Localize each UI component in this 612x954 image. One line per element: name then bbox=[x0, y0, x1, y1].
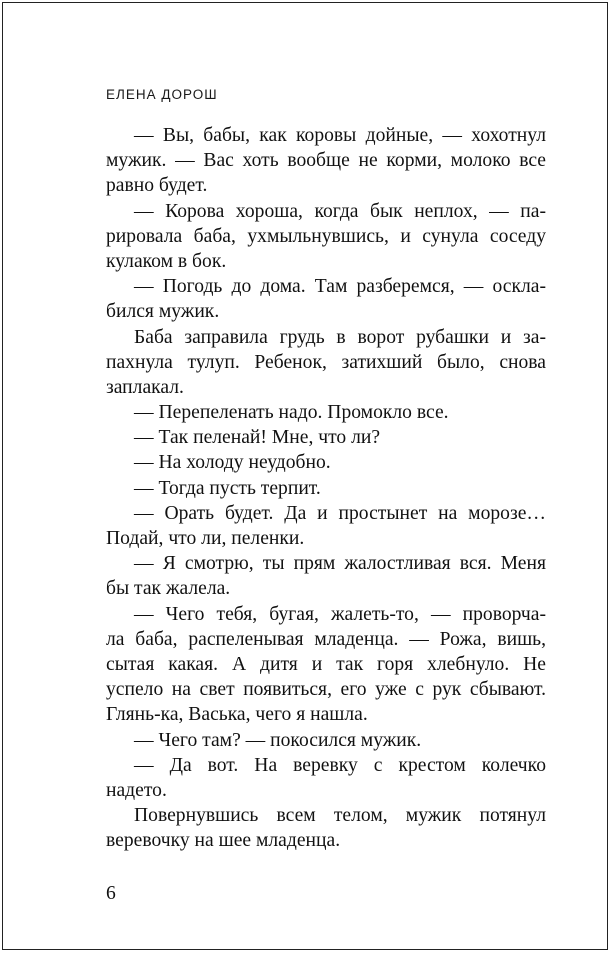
text-line: успело на свет появиться, его уже с рук сбывают. bbox=[106, 679, 546, 701]
text-line: ла баба, распеленывая младенца. — Рожа, вишь, bbox=[106, 628, 546, 650]
paragraph-first-line: — Корова хороша, когда бык неплох, — па- bbox=[134, 200, 546, 222]
paragraph-first-line: — Я смотрю, ты прям жалостливая вся. Меня bbox=[134, 553, 546, 575]
paragraph-first-line: — Вы, бабы, как коровы дойные, — хохотнул bbox=[134, 125, 546, 146]
text-line: Подай, что ли, пеленки. bbox=[106, 528, 305, 549]
paragraph-first-line: — Тогда пусть терпит. bbox=[134, 477, 321, 499]
text-line: бы так жалела. bbox=[106, 578, 231, 600]
paragraph-first-line: — Так пеленай! Мне, что ли? bbox=[134, 427, 381, 449]
paragraph-first-line: — Да вот. На веревку с крестом колечко bbox=[134, 754, 546, 776]
text-line: кулаком в бок. bbox=[106, 250, 227, 272]
text-line: пахнула тулуп. Ребенок, затихший было, снова bbox=[106, 351, 546, 373]
text-line: сытая какая. А дитя и так горя хлебнуло. Не bbox=[106, 653, 546, 675]
text-line: веревочку на шее младенца. bbox=[106, 830, 341, 852]
text-line: мужик. — Вас хоть вообще не корми, молоко все bbox=[106, 150, 546, 172]
text-line: Глянь-ка, Васька, чего я нашла. bbox=[106, 704, 368, 726]
paragraph-first-line: — Перепеленать надо. Промокло все. bbox=[134, 402, 449, 424]
running-header-author: ЕЛЕНА ДОРОШ bbox=[106, 87, 218, 102]
text-line: равно будет. bbox=[106, 175, 208, 197]
text-line: надето. bbox=[106, 779, 167, 801]
paragraph-first-line: — На холоду неудобно. bbox=[134, 452, 331, 474]
paragraph-first-line: — Погодь до дома. Там разберемся, — оскла- bbox=[134, 276, 546, 298]
text-line: заплакал. bbox=[106, 376, 184, 398]
text-line: рировала баба, ухмыльнувшись, и сунула соседу bbox=[106, 225, 546, 247]
book-page bbox=[2, 2, 608, 950]
text-line: бился мужик. bbox=[106, 301, 220, 323]
paragraph-first-line: — Чего тебя, бугая, жалеть-то, — проворча- bbox=[134, 603, 546, 625]
body-text bbox=[106, 123, 546, 853]
page-number: 6 bbox=[106, 883, 116, 904]
paragraph-first-line: — Орать будет. Да и простынет на морозе… bbox=[134, 502, 546, 524]
paragraph-first-line: — Чего там? — покосился мужик. bbox=[134, 729, 422, 751]
paragraph-first-line: Повернувшись всем телом, мужик потянул bbox=[134, 805, 546, 827]
paragraph-first-line: Баба заправила грудь в ворот рубашки и за- bbox=[134, 326, 546, 348]
